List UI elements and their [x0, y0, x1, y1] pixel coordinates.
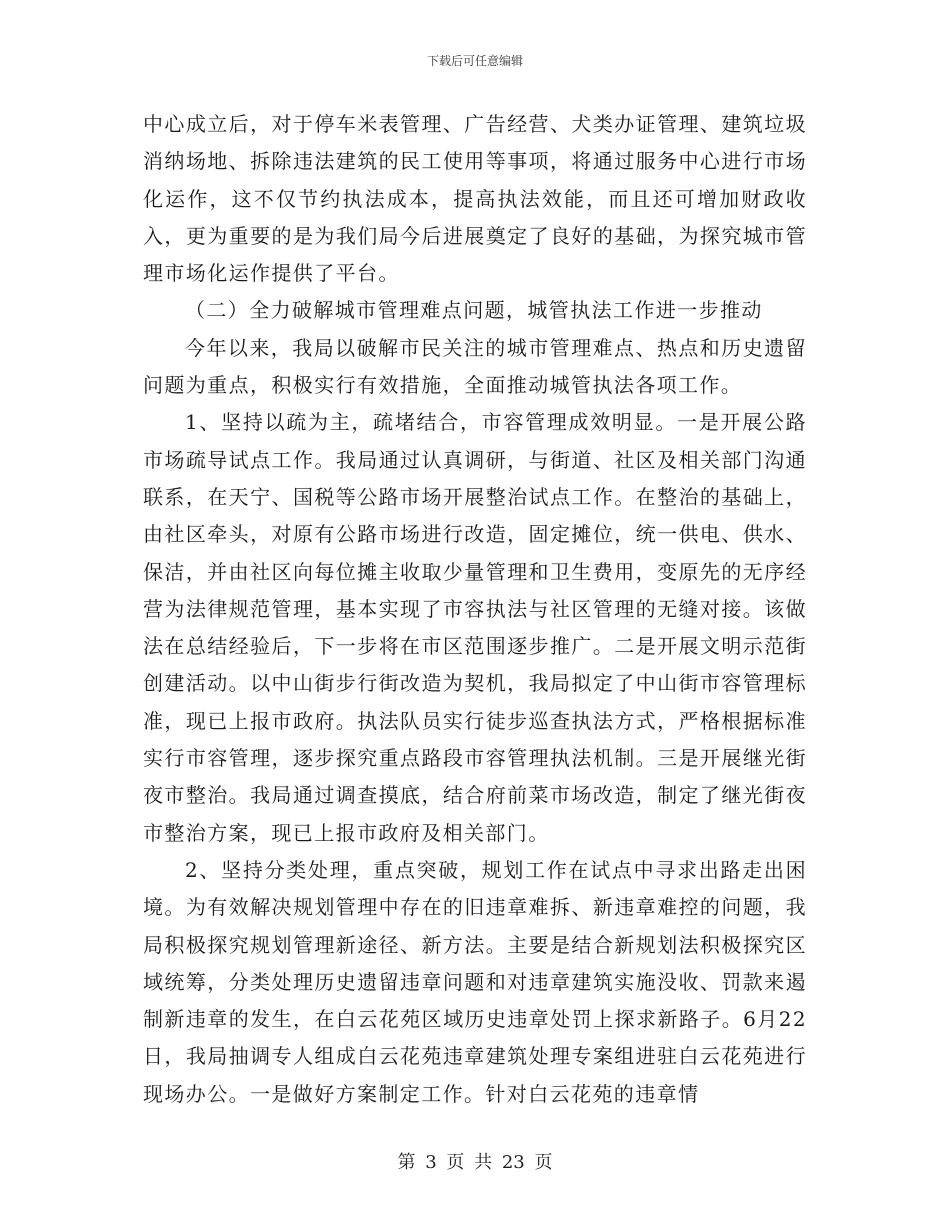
paragraph-1: 中心成立后，对于停车米表管理、广告经营、犬类办证管理、建筑垃圾消纳场地、拆除违法建筑的民工使用等事项，将通过服务中心进行市场化运作，这不仅节约执法成本，提高执法效能，而且还可增加财政收入，更为重要的是为我们局今后进展奠定了良好的基础，为探究城市管理市场化运作提供了平台。	[143, 112, 807, 286]
paragraph-4: 2、坚持分类处理，重点突破，规划工作在试点中寻求出路走出困境。为有效解决规划管理中存在的旧违章难拆、新违章难控的问题，我局积极探究规划管理新途径、新方法。主要是结合新规划法积极探究区域统筹，分类处理历史遗留违章问题和对违章建筑实施没收、罚款来遏制新违章的发生，在白云花苑区域历史违章处罚上探求新路子。6月22日，我局抽调专人组成白云花苑违章建筑处理专案组进驻白云花苑进行现场办公。一是做好方案制定工作。针对白云花苑的违章情	[143, 857, 807, 1106]
page-number-footer: 第 3 页 共 23 页	[397, 1152, 553, 1173]
paragraph-3: 1、坚持以疏为主，疏堵结合，市容管理成效明显。一是开展公路市场疏导试点工作。我局通过认真调研，与街道、社区及相关部门沟通联系，在天宁、国税等公路市场开展整治试点工作。在整治的基础上，由社区牵头，对原有公路市场进行改造，固定摊位，统一供电、供水、保洁，并由社区向每位摊主收取少量管理和卫生费用，变原先的无序经营为法律规范管理，基本实现了市容执法与社区管理的无缝对接。该做法在总结经验后，下一步将在市区范围逐步推广。二是开展文明示范街创建活动。以中山街步行街改造为契机，我局拟定了中山街市容管理标准，现已上报市政府。执法队员实行徒步巡查执法方式，严格根据标准实行市容管理，逐步探究重点路段市容管理执法机制。三是开展继光街夜市整治。我局通过调查摸底，结合府前菜市场改造，制定了继光街夜市整治方案，现已上报市政府及相关部门。	[143, 410, 807, 845]
document-body	[143, 106, 807, 1113]
paragraph-2: 今年以来，我局以破解市民关注的城市管理难点、热点和历史遗留问题为重点，积极实行有效措施，全面推动城管执法各项工作。	[143, 335, 807, 398]
section-heading: （二）全力破解城市管理难点问题，城管执法工作进一步推动	[185, 298, 763, 323]
page-header: 下载后可任意编辑	[426, 54, 523, 68]
